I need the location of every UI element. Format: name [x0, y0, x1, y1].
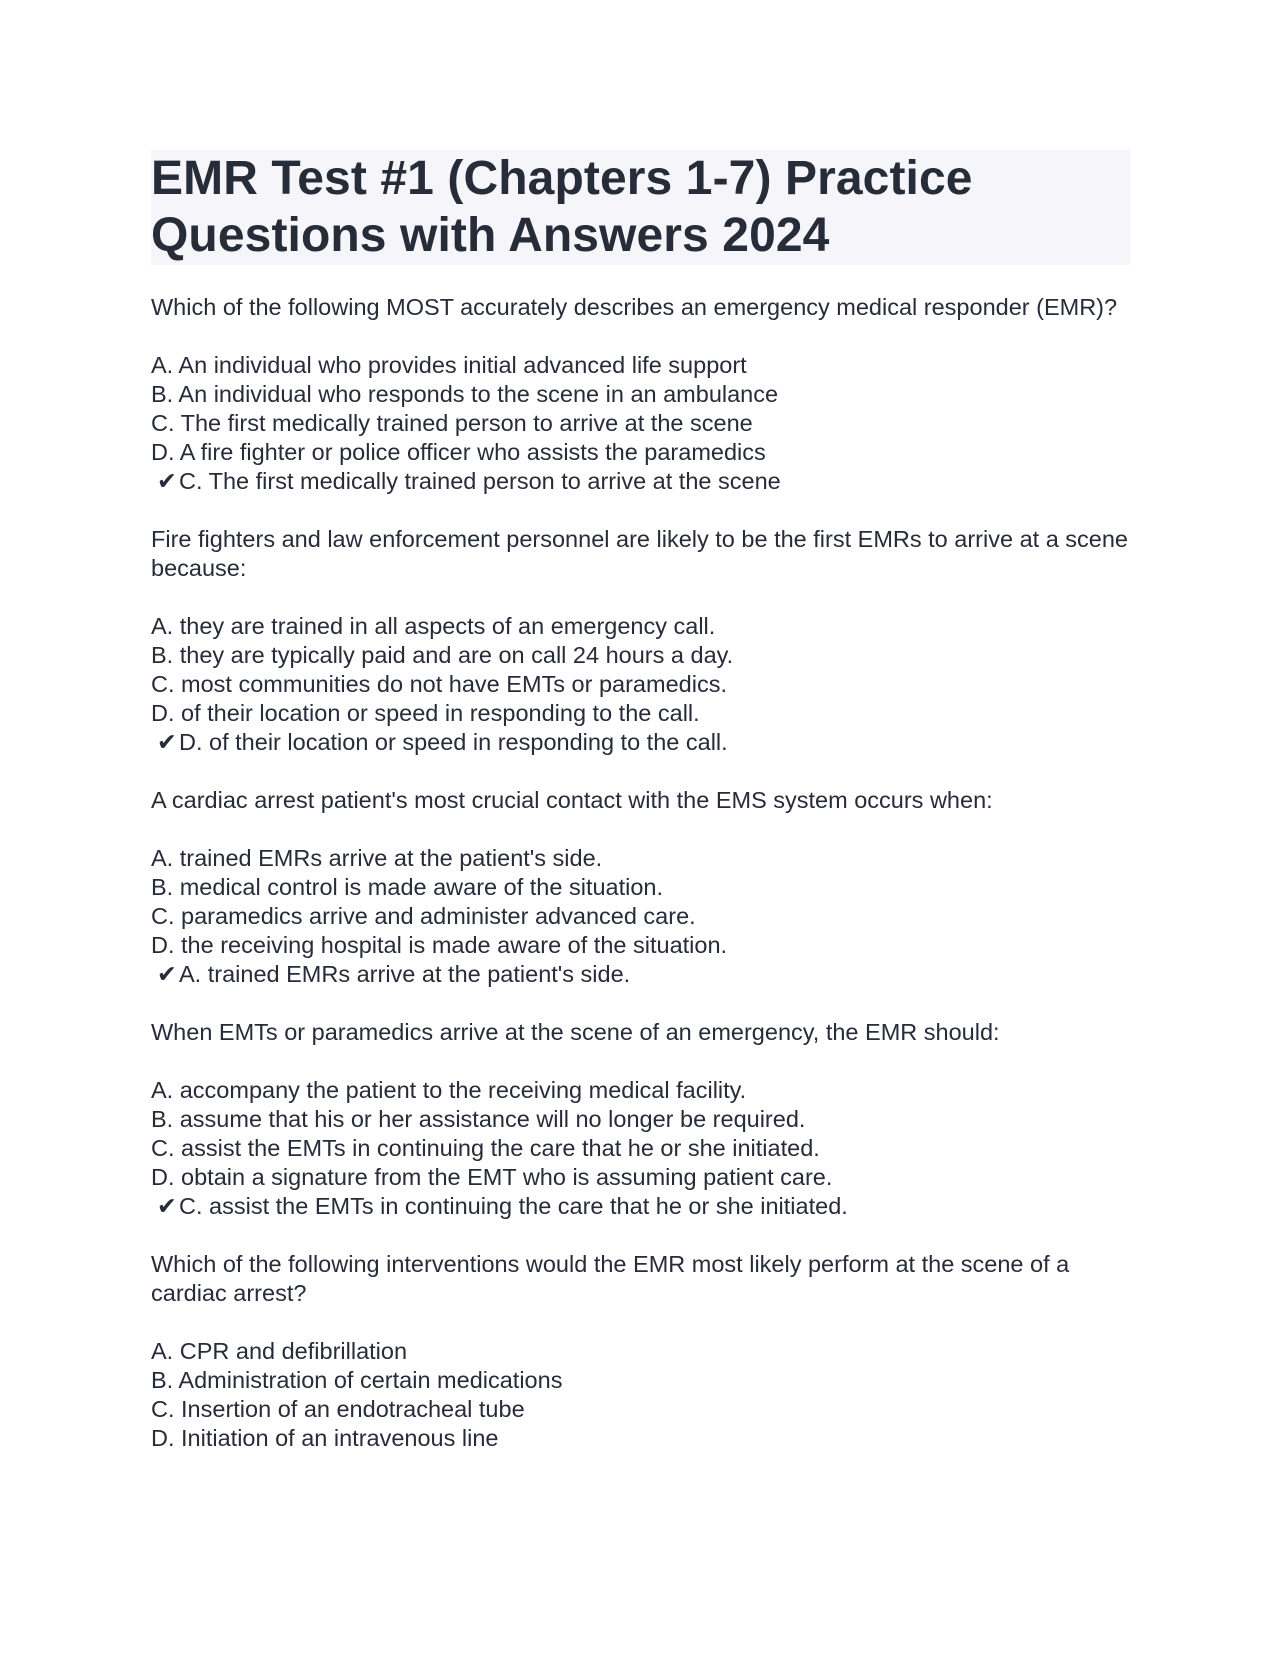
question-block — [151, 1018, 1130, 1221]
answer-option: C. assist the EMTs in continuing the care that he or she initiated. — [151, 1135, 820, 1161]
answer-option: B. An individual who responds to the scene in an ambulance — [151, 381, 779, 407]
correct-answer — [151, 728, 1130, 757]
page-title: EMR Test #1 (Chapters 1-7) Practice Questions with Answers 2024 — [151, 152, 973, 262]
question-stem: When EMTs or paramedics arrive at the scene of an emergency, the EMR should: — [151, 1019, 1000, 1045]
answer-option: D. obtain a signature from the EMT who is assuming patient care. — [151, 1164, 833, 1190]
question-block — [151, 525, 1130, 757]
question-block — [151, 786, 1130, 989]
answer-option: A. accompany the patient to the receiving medical facility. — [151, 1077, 747, 1103]
answer-option: D. Initiation of an intravenous line — [151, 1425, 499, 1451]
correct-answer — [151, 960, 1130, 989]
document-page — [151, 150, 1130, 1482]
correct-answer-text: D. of their location or speed in responding to the call. — [179, 729, 728, 755]
answer-option: C. paramedics arrive and administer advanced care. — [151, 903, 696, 929]
answer-option: B. medical control is made aware of the situation. — [151, 874, 664, 900]
correct-answer — [151, 1192, 1130, 1221]
answer-option: C. most communities do not have EMTs or paramedics. — [151, 671, 727, 697]
answer-option: D. A fire fighter or police officer who assists the paramedics — [151, 439, 766, 465]
question-block — [151, 1250, 1130, 1453]
question-stem: Which of the following MOST accurately describes an emergency medical responder (EMR)? — [151, 294, 1118, 320]
answer-option: A. trained EMRs arrive at the patient's side. — [151, 845, 603, 871]
answer-option: C. The first medically trained person to arrive at the scene — [151, 410, 753, 436]
correct-answer-text: C. The first medically trained person to arrive at the scene — [179, 468, 781, 494]
check-mark-icon: ✔ — [157, 729, 177, 755]
answer-option: D. of their location or speed in responding to the call. — [151, 700, 700, 726]
question-list — [151, 293, 1130, 1453]
correct-answer — [151, 467, 1130, 496]
title-block — [151, 150, 1130, 265]
answer-option: A. An individual who provides initial advanced life support — [151, 352, 747, 378]
check-mark-icon: ✔ — [157, 961, 177, 987]
question-block — [151, 293, 1130, 496]
check-mark-icon: ✔ — [157, 468, 177, 494]
question-stem: Fire fighters and law enforcement personnel are likely to be the first EMRs to arrive at a scene because: — [151, 526, 1129, 581]
question-stem: Which of the following interventions would the EMR most likely perform at the scene of a cardiac arrest? — [151, 1251, 1070, 1306]
correct-answer-text: A. trained EMRs arrive at the patient's side. — [179, 961, 631, 987]
question-stem: A cardiac arrest patient's most crucial contact with the EMS system occurs when: — [151, 787, 993, 813]
answer-option: A. CPR and defibrillation — [151, 1338, 408, 1364]
check-mark-icon: ✔ — [157, 1193, 177, 1219]
answer-option: D. the receiving hospital is made aware of the situation. — [151, 932, 728, 958]
answer-option: A. they are trained in all aspects of an emergency call. — [151, 613, 716, 639]
answer-option: C. Insertion of an endotracheal tube — [151, 1396, 525, 1422]
correct-answer-text: C. assist the EMTs in continuing the care that he or she initiated. — [179, 1193, 848, 1219]
answer-option: B. they are typically paid and are on call 24 hours a day. — [151, 642, 734, 668]
answer-option: B. assume that his or her assistance will no longer be required. — [151, 1106, 806, 1132]
answer-option: B. Administration of certain medications — [151, 1367, 563, 1393]
